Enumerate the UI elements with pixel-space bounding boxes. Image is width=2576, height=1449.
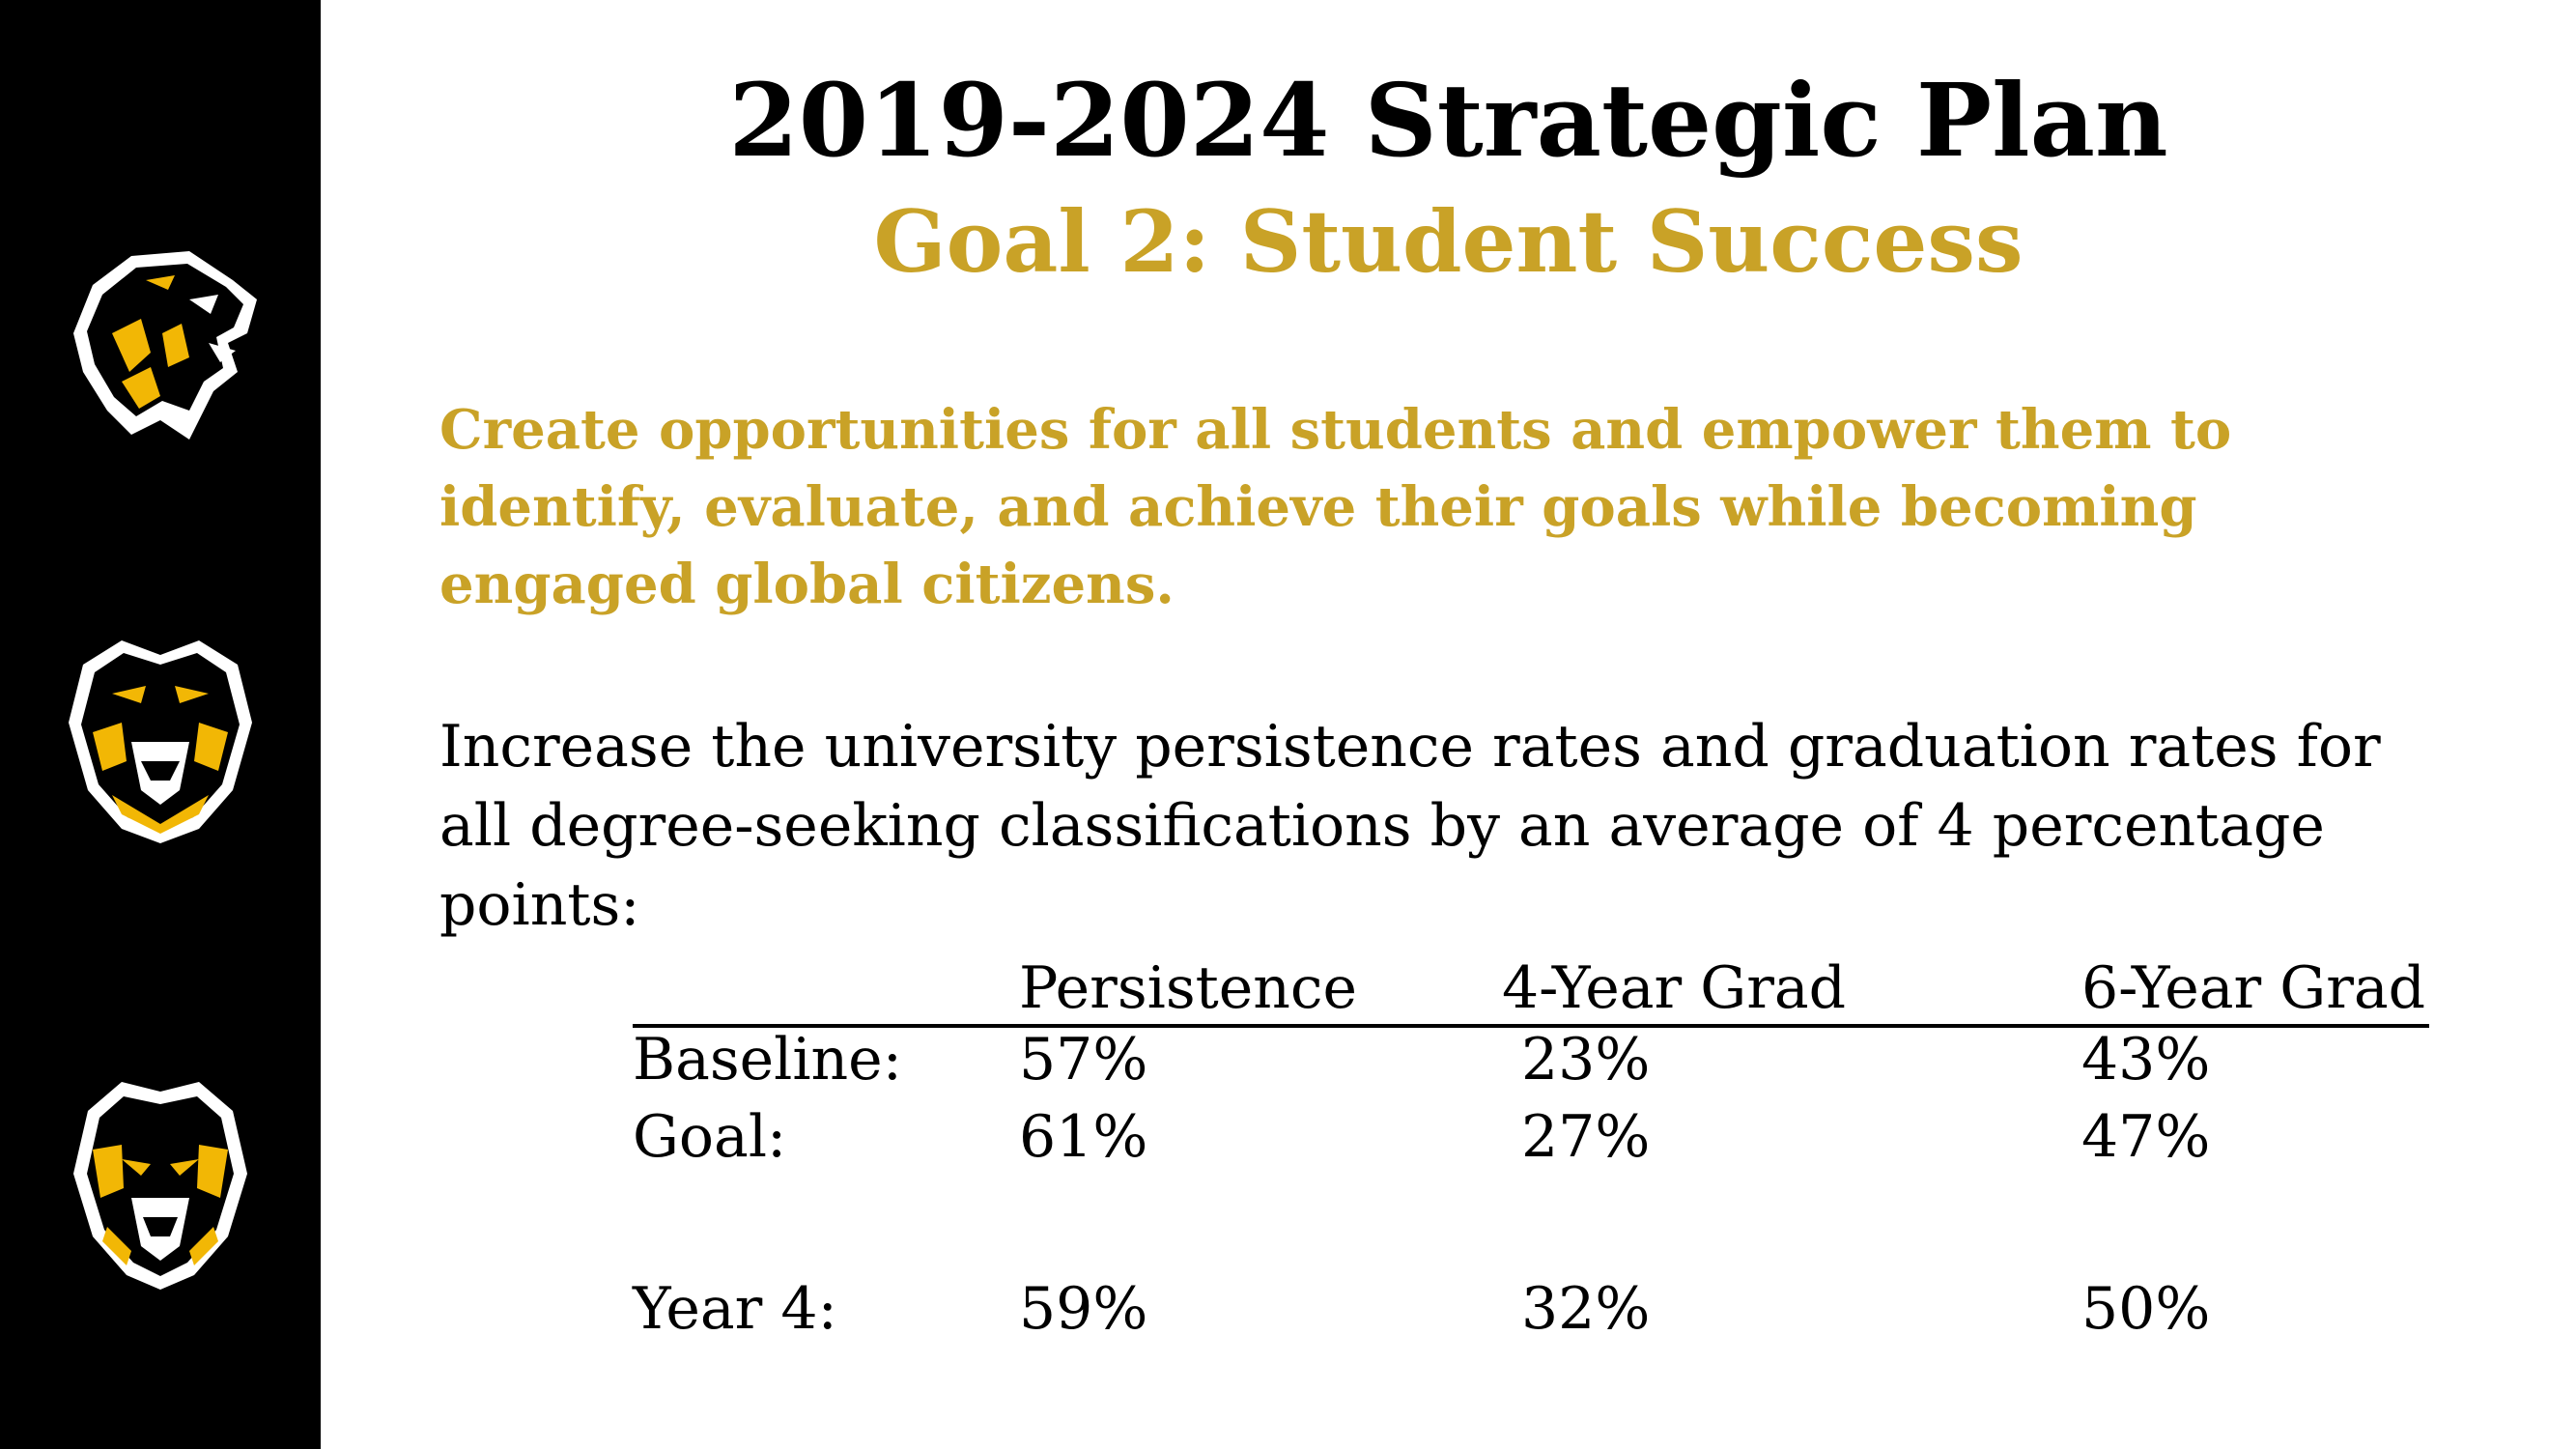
row-label-baseline: Baseline: <box>633 1026 902 1094</box>
table-cell: 57% <box>1019 1026 1148 1094</box>
row-label-goal: Goal: <box>633 1103 787 1171</box>
table-cell: 27% <box>1521 1103 1651 1171</box>
table-cell: 23% <box>1521 1026 1651 1094</box>
panther-head-front-icon <box>54 1067 267 1290</box>
objective-statement: Increase the university persistence rates and graduation rates for all degree-seeking classifications by an average of 4 percentage points: <box>439 713 2381 939</box>
table-cell: 43% <box>2081 1026 2211 1094</box>
table-cell: 61% <box>1019 1103 1148 1171</box>
tiger-head-profile-icon <box>54 227 267 449</box>
table-cell: 32% <box>1521 1275 1651 1343</box>
column-header-4-year-grad: 4-Year Grad <box>1502 954 1847 1022</box>
table-cell: 47% <box>2081 1103 2211 1171</box>
rates-table <box>633 952 2429 1367</box>
sidebar <box>0 0 321 1449</box>
slide-subtitle: Goal 2: Student Success <box>873 191 2024 292</box>
column-header-persistence: Persistence <box>1019 954 1358 1022</box>
row-label-year-4: Year 4: <box>633 1275 837 1343</box>
table-cell: 59% <box>1019 1275 1148 1343</box>
mission-statement: Create opportunities for all students and empower them to identify, evaluate, and achieve their goals while becoming engaged global citizens. <box>439 398 2232 616</box>
slide-title: 2019-2024 Strategic Plan <box>728 61 2168 180</box>
table-cell: 50% <box>2081 1275 2211 1343</box>
tiger-head-front-icon <box>54 626 267 848</box>
column-header-6-year-grad: 6-Year Grad <box>2081 954 2426 1022</box>
